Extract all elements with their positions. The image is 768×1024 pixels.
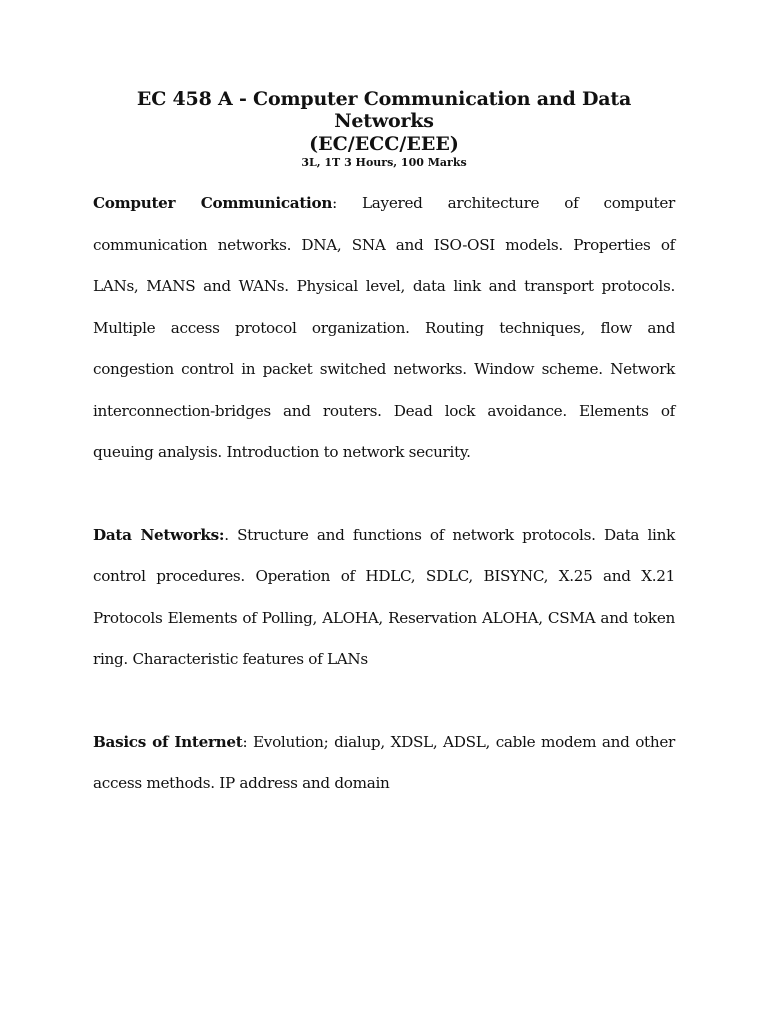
- section-body: . Structure and functions of network protocols. Data link control procedures. Operation of HDLC, SDLC, BISYNC, X.25 and X.21 Protocols Elements of Polling, ALOHA, Reservation ALOHA, CSMA and token ring. Characteristic features of LANs: [93, 525, 675, 668]
- section-heading: Data Networks: [93, 525, 219, 544]
- section-body: Evolution; dialup, XDSL, ADSL, cable modem and other access methods. IP address and domain: [93, 732, 675, 792]
- section-computer-communication: [93, 183, 675, 474]
- section-gap: [93, 474, 675, 515]
- section-separator: :: [218, 525, 225, 544]
- course-branches: (EC/ECC/EEE): [309, 133, 459, 155]
- section-separator: :: [242, 732, 248, 751]
- section-heading: Computer Communication: [93, 194, 333, 212]
- syllabus-page: [93, 88, 675, 805]
- section-body: Layered architecture of computer communication networks. DNA, SNA and ISO-OSI models. Properties of LANs, MANS and WANs. Physical level, data link and transport protocols. Multiple access protocol organization. Routing techniques, flow and congestion control in packet switched networks. Window scheme. Network interconnection-bridges and routers. Dead lock avoidance. Elements of queuing analysis. Introduction to network security.: [93, 194, 675, 461]
- section-data-networks: [93, 515, 675, 681]
- section-basics-of-internet: [93, 722, 675, 805]
- section-separator: :: [332, 194, 337, 212]
- section-heading: Basics of Internet: [93, 732, 243, 751]
- section-gap: [93, 681, 675, 722]
- course-title: EC 458 A - Computer Communication and Data Networks: [136, 88, 632, 132]
- course-meta: 3L, 1T 3 Hours, 100 Marks: [301, 156, 467, 169]
